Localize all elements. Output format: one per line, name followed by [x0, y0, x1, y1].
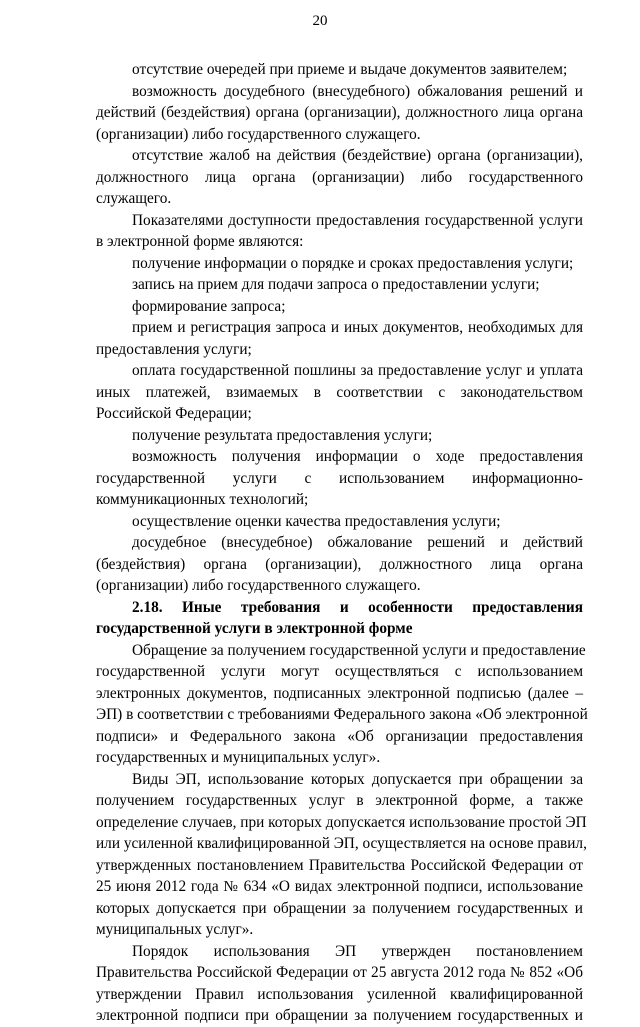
text-line: должностного лица органа (организации) либо государственного	[96, 168, 583, 186]
text-line: получением государственных услуг в электронной форме, а также	[96, 792, 583, 809]
text-line: отсутствие очередей при приеме и выдаче документов заявителем;	[132, 61, 568, 78]
text-line: утверждении Правил использования усиленной квалифицированной	[96, 985, 583, 1003]
text-line: (организации) либо государственного служащего.	[96, 125, 421, 143]
text-line: или усиленной квалифицированной ЭП, осуществляется на основе правил,	[96, 835, 587, 852]
text-line: подписи» и Федерального закона «Об организации предоставления	[96, 727, 583, 745]
text-line: Российской Федерации;	[96, 405, 252, 422]
text-line: действий (бездействия) органа (организации), должностного лица органа	[96, 104, 583, 121]
text-line: Порядок использования ЭП утвержден постановлением	[132, 942, 583, 960]
document-body	[96, 59, 588, 1027]
text-line: прием и регистрация запроса и иных документов, необходимых для	[132, 319, 583, 336]
text-line: муниципальных услуг».	[96, 921, 254, 938]
text-line: (бездействия) органа (организации), должностного лица органа	[96, 555, 583, 573]
text-line: возможность получения информации о ходе предоставления	[132, 448, 583, 465]
text-line: оплата государственной пошлины за предоставление услуг и уплата	[132, 362, 583, 379]
text-line: возможность досудебного (внесудебного) обжалования решений и	[132, 82, 583, 100]
text-line: которых допускается при обращении за получением государственных и	[96, 899, 583, 917]
text-line: Показателями доступности предоставления государственной услуги	[132, 211, 583, 229]
text-line: Обращение за получением государственной услуги и предоставление	[132, 641, 586, 659]
text-line: получение информации о порядке и сроках предоставления услуги;	[132, 254, 574, 272]
text-line: Правительства Российской Федерации от 25 августа 2012 года № 852 «Об	[96, 964, 583, 981]
text-line: иных платежей, взимаемых в соответствии с законодательством	[96, 383, 583, 401]
text-line: электронной подписи при обращении за получением государственных и	[96, 1007, 583, 1024]
text-line: государственной услуги могут осуществляться с использованием	[96, 663, 583, 680]
text-line: досудебное (внесудебное) обжалование решений и действий	[132, 534, 583, 551]
text-line: государственной услуги с использованием информационно-	[96, 469, 583, 487]
text-line: определение случаев, при которых допускается использование простой ЭП	[96, 813, 587, 831]
text-line: отсутствие жалоб на действия (бездействие) органа (организации),	[132, 147, 583, 164]
text-line: Виды ЭП, использование которых допускается при обращении за	[132, 770, 583, 788]
text-line: служащего.	[96, 190, 172, 207]
text-line: (организации) либо государственного служащего.	[96, 577, 421, 594]
page-number: 20	[312, 13, 328, 29]
text-line: коммуникационных технологий;	[96, 491, 309, 508]
text-line: утвержденных постановлением Правительства Российской Федерации от	[96, 856, 583, 874]
section-heading-line: 2.18. Иные требования и особенности предоставления	[132, 598, 583, 616]
text-line: электронных документов, подписанных электронной подписью (далее –	[96, 684, 583, 702]
text-line: государственных и муниципальных услуг».	[96, 749, 381, 766]
text-line: предоставления услуги;	[96, 340, 252, 358]
section-heading-line: государственной услуги в электронной форме	[96, 620, 413, 637]
text-line: ЭП) в соответствии с требованиями Федерального закона «Об электронной	[96, 706, 588, 723]
text-line: получение результата предоставления услуги;	[132, 426, 433, 444]
text-line: осуществление оценки качества предоставления услуги;	[132, 512, 501, 530]
text-line: 25 июня 2012 года № 634 «О видах электронной подписи, использование	[96, 878, 583, 895]
text-line: формирование запроса;	[132, 297, 286, 315]
text-line: в электронной форме являются:	[96, 233, 304, 250]
text-line: запись на прием для подачи запроса о предоставлении услуги;	[132, 276, 540, 293]
